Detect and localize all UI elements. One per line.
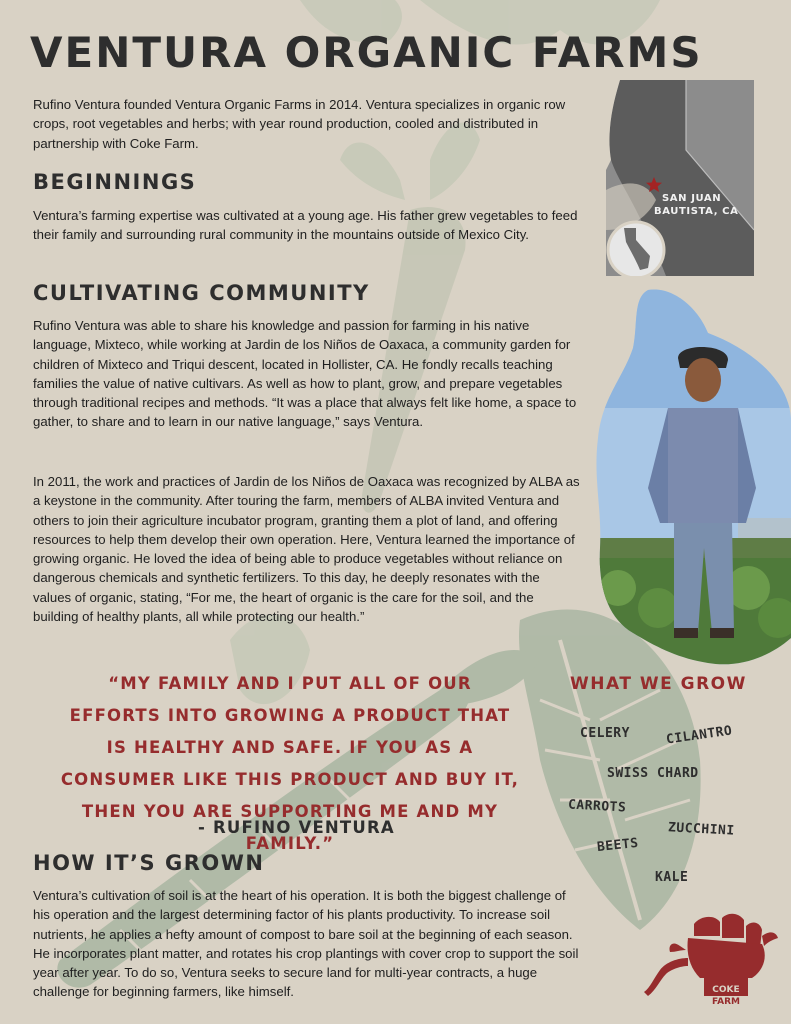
- community-paragraph-1: Rufino Ventura was able to share his knowledge and passion for farming in his native language, Mixteco, while working at Jardin de los Niños de Oaxaca, a community garden for children of Mixteco and Triqui descent, located in Hollister, CA. He fondly recalls teaching families the value of native cultivars. As well as how to plant, grow, and prepare vegetables through traditional recipes and methods. “It was a place that always felt like home, a space to gather, to share and to learn in our native language,” says Ventura.: [33, 318, 577, 430]
- page-title: VENTURA ORGANIC FARMS: [30, 28, 703, 77]
- how-its-grown-heading: HOW IT’S GROWN: [33, 851, 265, 875]
- crop-swiss-chard: SWISS CHARD: [607, 766, 699, 781]
- crop-cilantro: CILANTRO: [665, 723, 734, 748]
- logo-text-line1: COKE: [712, 985, 740, 995]
- what-we-grow-heading: WHAT WE GROW: [570, 674, 747, 694]
- crop-celery: CELERY: [580, 726, 630, 741]
- beginnings-heading: BEGINNINGS: [33, 170, 197, 194]
- map-label-state: BAUTISTA, CA: [654, 206, 739, 217]
- how-its-grown-paragraph: Ventura’s cultivation of soil is at the heart of his operation. It is both the biggest challenge of his operation and the largest determining factor of his plants productivity. To increase soil nutrients, he applies a hefty amount of compost to bare soil at the beginning of each season. He incorporates plant matter, and rotates his crop plantings with cover crop to support the soil year after year. To do so, Ventura seeks to secure land for multi-year contracts, a huge challenge for beginning farmers, like himself.: [33, 888, 579, 1000]
- coke-farm-logo: [640, 896, 780, 1008]
- beginnings-paragraph: Ventura’s farming expertise was cultivated at a young age. His father grew vegetables to feed their family and surrounding rural community in the mountains outside of Mexico City.: [33, 208, 578, 243]
- crop-beets: BEETS: [596, 835, 640, 856]
- community-paragraph-2: In 2011, the work and practices of Jardin de los Niños de Oaxaca was recognized by ALBA as a keystone in the community. After touring the farm, members of ALBA invited Ventura and others to join their agriculture incubator program, granting them a plot of land, and offering resources to help them develop their own operation. Here, Ventura learned the importance of growing organic. He loved the idea of being able to produce vegetables without reliance on dangerous chemicals and synthetic fertilizers. To this day, he deeply resonates with the values of organic, stating, “For me, the heart of organic is the care for the soil, and the building of healthy plants, all while protecting our health.”: [33, 474, 580, 625]
- quote-attribution: - RUFINO VENTURA: [198, 818, 395, 837]
- map-label-city: SAN JUAN: [662, 193, 722, 204]
- crop-kale: KALE: [655, 870, 689, 885]
- intro-paragraph: Rufino Ventura founded Ventura Organic Farms in 2014. Ventura specializes in organic row crops, root vegetables and herbs; with year round production, cooled and distributed in partnership with Coke Farm.: [33, 97, 566, 151]
- logo-text-line2: FARM: [712, 997, 740, 1007]
- crop-zucchini: ZUCCHINI: [667, 820, 735, 839]
- crop-carrots: CARROTS: [567, 797, 627, 816]
- pull-quote: “MY FAMILY AND I PUT ALL OF OUR EFFORTS INTO GROWING A PRODUCT THAT IS HEALTHY AND SAFE. IF YOU AS A CONSUMER LIKE THIS PRODUCT AND BUY IT, THEN YOU ARE SUPPORTING ME AND MY FAMILY.”: [60, 674, 520, 853]
- california-map: [606, 80, 754, 276]
- map-inset: [608, 222, 664, 276]
- cultivating-community-heading: CULTIVATING COMMUNITY: [33, 281, 370, 305]
- farmer-photo: [588, 288, 791, 668]
